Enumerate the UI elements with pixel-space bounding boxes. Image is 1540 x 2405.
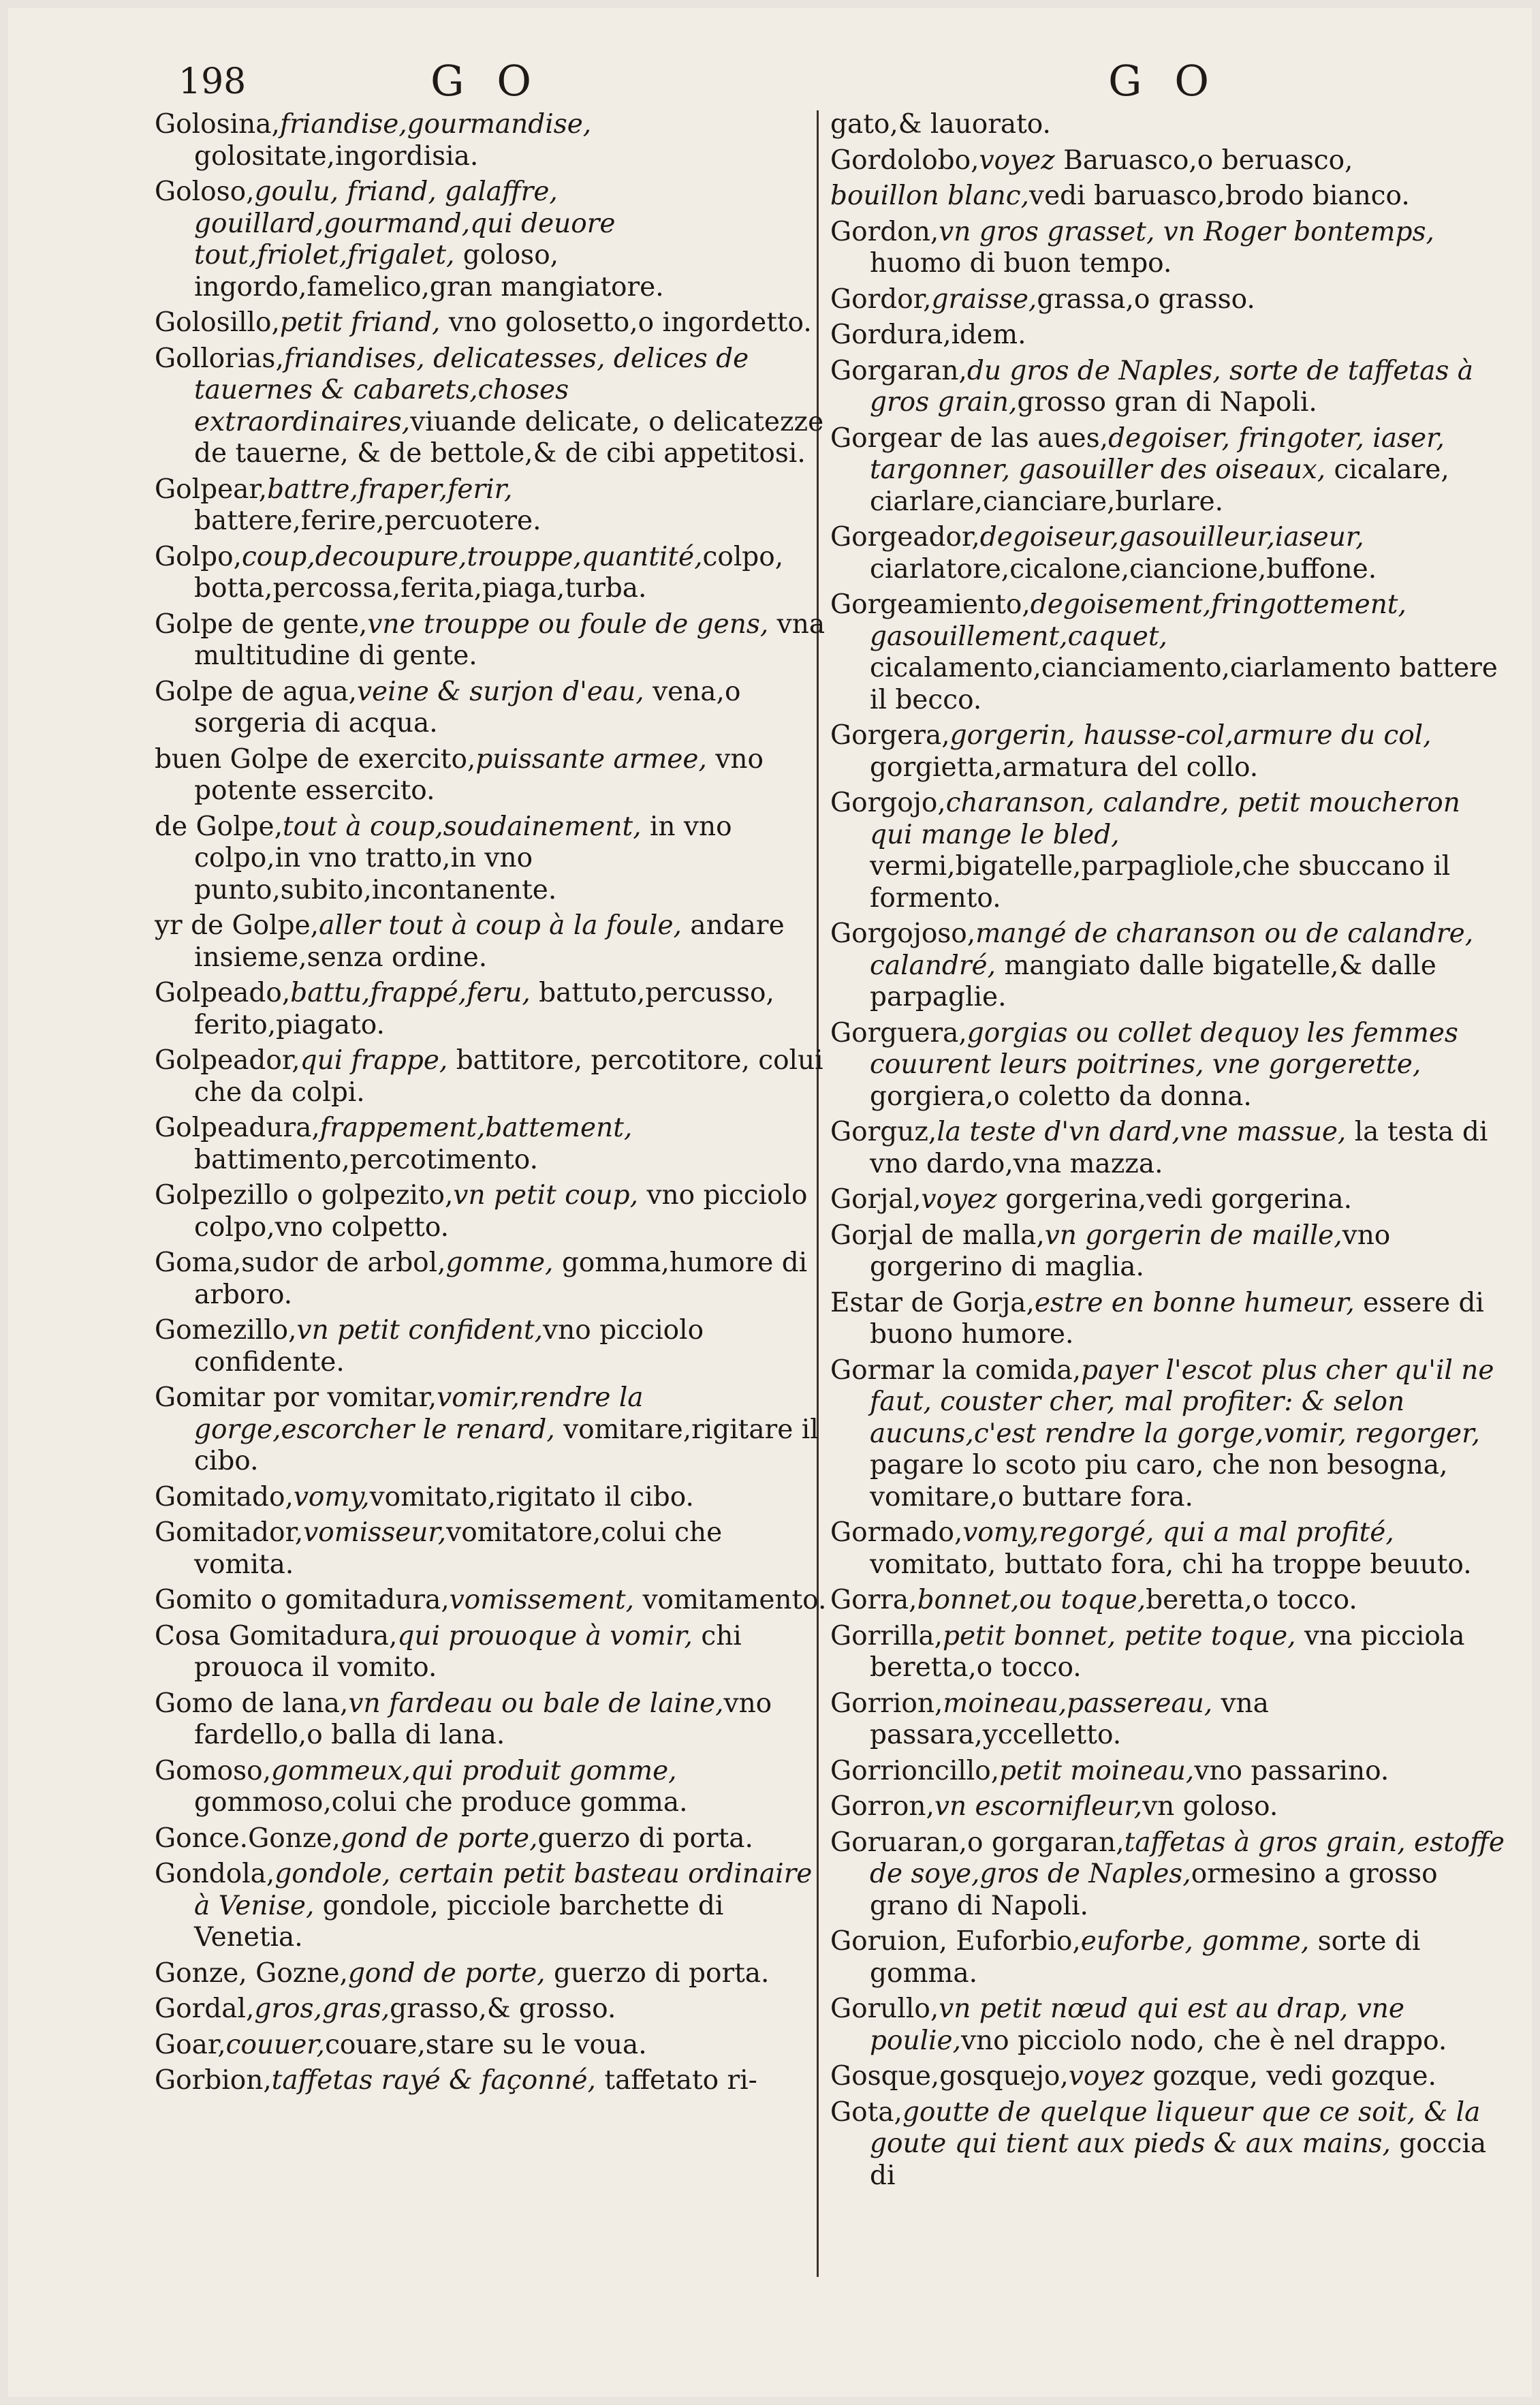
entry-french: couuer, <box>225 2029 326 2060</box>
dictionary-entry <box>155 1958 829 1990</box>
dictionary-entry <box>830 1184 1505 1216</box>
entry-french: payer l'escot plus cher qu'il ne faut, couster cher, mal profiter: & selon aucuns,c'est rendre la gorge,vomir, regorger, <box>870 1354 1494 1449</box>
entry-headword: Gorguz, <box>830 1117 937 1147</box>
dictionary-entry <box>830 788 1505 914</box>
entry-headword: Gorgojo, <box>830 788 946 818</box>
entry-headword: Golosina, <box>155 109 280 140</box>
dictionary-entry <box>830 1355 1505 1514</box>
dictionary-entry <box>830 1827 1505 1923</box>
entry-italian: vn goloso. <box>1142 1791 1278 1822</box>
dictionary-entry <box>830 181 1505 213</box>
entry-headword: Gordal, <box>155 1993 255 2024</box>
dictionary-entry <box>155 1823 829 1855</box>
entry-french: vomy, <box>293 1481 370 1512</box>
entry-headword: Gomito o gomitadura, <box>155 1585 450 1615</box>
entry-italian: la testa di vno dardo,vna mazza. <box>870 1117 1488 1179</box>
entry-headword: Goruion, Euforbio, <box>830 1926 1081 1957</box>
dictionary-entry <box>155 1482 829 1514</box>
dictionary-entry <box>830 423 1505 518</box>
entry-french: frappement,battement, <box>319 1113 633 1143</box>
dictionary-entry <box>830 1791 1505 1823</box>
entry-french: gommeux,qui produit gomme, <box>271 1755 677 1786</box>
entry-french: battre,fraper,ferir, <box>267 474 513 505</box>
dictionary-entry <box>155 1113 829 1176</box>
dictionary-entry <box>830 522 1505 585</box>
entry-italian: mangiato dalle bigatelle,& dalle parpaglie. <box>870 950 1436 1012</box>
entry-french: vne trouppe ou foule de gens, <box>367 608 769 640</box>
entry-headword: Gorgear de las aues, <box>830 422 1109 454</box>
dictionary-entry <box>155 1859 829 1954</box>
dictionary-entry <box>830 1517 1505 1581</box>
dictionary-entry <box>830 109 1505 141</box>
entry-french: degoiseur,gasouilleur,iaseur, <box>979 522 1364 553</box>
entry-italian: vna multitudine di gente. <box>194 608 826 671</box>
entry-headword: Golpeadura, <box>155 1113 320 1143</box>
entry-italian: taffetato ri- <box>595 2065 757 2096</box>
entry-french: euforbe, gomme, <box>1080 1926 1310 1957</box>
dictionary-entry <box>155 1585 829 1617</box>
entry-headword: Gorra, <box>830 1585 917 1615</box>
dictionary-entry <box>830 1018 1505 1113</box>
entry-french: vn petit nœud qui est au drap, vne poulie, <box>870 1993 1404 2056</box>
dictionary-entry <box>830 217 1505 280</box>
entry-french: battu,frappé,feru, <box>290 978 531 1008</box>
entry-italian: battitore, percotitore, colui che da colpi. <box>194 1045 823 1108</box>
dictionary-page <box>8 8 1532 2397</box>
dictionary-entry <box>830 720 1505 783</box>
dictionary-entry <box>830 356 1505 419</box>
dictionary-entry <box>830 1288 1505 1351</box>
entry-italian: battimento,percotimento. <box>194 1144 538 1175</box>
entry-italian: vno picciolo confidente. <box>194 1315 704 1378</box>
entry-italian: gorgerina,vedi gorgerina. <box>996 1184 1353 1215</box>
entry-french: vomisseur, <box>303 1517 447 1548</box>
entry-italian: guerzo di porta. <box>545 1957 770 1989</box>
entry-italian: sorte di gomma. <box>870 1926 1421 1989</box>
dictionary-entry <box>155 744 829 807</box>
entry-headword: Gondola, <box>155 1859 275 1889</box>
entry-french: vomir,rendre la gorge,escorcher le renard, <box>194 1382 644 1445</box>
entry-italian: couare,stare su le voua. <box>325 2029 647 2060</box>
entry-italian: vno passarino. <box>1194 1755 1389 1786</box>
entry-headword: Gorullo, <box>830 1993 939 2024</box>
entry-headword: Gorgeamiento, <box>830 589 1031 620</box>
dictionary-entry <box>155 1517 829 1581</box>
entry-italian: vno potente essercito. <box>194 743 764 806</box>
dictionary-entry <box>155 1247 829 1311</box>
dictionary-entry <box>830 2061 1505 2093</box>
entry-french: vn petit confident, <box>296 1315 544 1346</box>
entry-italian: golositate,ingordisia. <box>194 140 479 172</box>
dictionary-entry <box>830 1220 1505 1284</box>
entry-headword: Gosque,gosquejo, <box>830 2061 1069 2092</box>
entry-french: gorgias ou collet dequoy les femmes couurent leurs poitrines, vne gorgerette, <box>870 1017 1458 1080</box>
entry-italian: huomo di buon tempo. <box>870 248 1172 279</box>
entry-headword: Gonce.Gonze, <box>155 1822 341 1854</box>
entry-headword: Gota, <box>830 2096 902 2128</box>
entry-headword: Gordon, <box>830 216 939 247</box>
left-running-head: G O <box>430 56 541 106</box>
dictionary-entry <box>830 1993 1505 2057</box>
entry-headword: Gomoso, <box>155 1755 271 1786</box>
entry-french: petit friand, <box>279 307 441 338</box>
entry-italian: goccia di <box>870 2128 1487 2191</box>
entry-french: taffetas à gros grain, estoffe de soye,gros de Naples, <box>870 1827 1505 1889</box>
entry-headword: de Golpe, <box>155 811 283 842</box>
entry-italian: beretta,o tocco. <box>1146 1585 1357 1615</box>
entry-headword: Golpeado, <box>155 978 291 1008</box>
entry-italian: vena,o sorgeria di acqua. <box>194 676 741 739</box>
entry-french: aller tout à coup à la foule, <box>319 910 682 941</box>
dictionary-entry <box>155 811 829 907</box>
entry-french: qui frappe, <box>300 1045 448 1076</box>
entry-headword: Gorrilla, <box>830 1620 943 1651</box>
dictionary-entry <box>155 1688 829 1752</box>
dictionary-entry <box>155 474 829 538</box>
entry-italian: battuto,percusso, ferito,piagato. <box>194 978 774 1040</box>
dictionary-entry <box>155 1756 829 1819</box>
entry-italian: cicalare, ciarlare,cianciare,burlare. <box>870 454 1449 517</box>
dictionary-entry <box>155 343 829 470</box>
dictionary-entry <box>155 307 829 339</box>
entry-headword: Gormado, <box>830 1517 963 1548</box>
entry-french: degoiser, fringoter, iaser, targonner, gasouiller des oiseaux, <box>870 422 1445 485</box>
entry-french: coup,decoupure,trouppe,quantité, <box>241 541 703 572</box>
dictionary-entry <box>155 176 829 303</box>
entry-french: voyez <box>979 144 1055 176</box>
dictionary-entry <box>830 1585 1505 1617</box>
entry-headword: Gomitar por vomitar, <box>155 1382 437 1413</box>
dictionary-entry <box>830 589 1505 716</box>
dictionary-entry <box>155 109 829 172</box>
dictionary-entry <box>830 145 1505 177</box>
entry-headword: yr de Golpe, <box>155 910 319 941</box>
entry-headword: Estar de Gorja, <box>830 1287 1035 1318</box>
entry-french: vn escornifleur, <box>934 1791 1143 1822</box>
entry-italian: gorgietta,armatura del collo. <box>870 751 1259 783</box>
entry-french: friandises, delicatesses, delices de tauernes & cabarets,choses extraordinaires, <box>194 343 749 437</box>
entry-italian: battere,ferire,percuotere. <box>194 506 541 536</box>
entry-french: goulu, friand, galaffre, gouillard,gourmand,qui deuore tout,friolet,frigalet, <box>194 176 616 270</box>
entry-italian: vermi,bigatelle,parpagliole,che sbuccano il formento. <box>870 851 1451 914</box>
page-header <box>8 56 1532 110</box>
entry-headword: Golpe de agua, <box>155 676 357 707</box>
entry-italian: viuande delicate, o delicatezze de tauerne, & de bettole,& de cibi appetitosi. <box>194 406 824 469</box>
entry-italian: Baruasco,o beruasco, <box>1054 144 1353 176</box>
entry-french: puissante armee, <box>475 743 707 775</box>
entry-french: gond de porte, <box>340 1822 538 1854</box>
entry-italian: gorgiera,o coletto da donna. <box>870 1081 1252 1112</box>
entry-headword: Golpeador, <box>155 1045 300 1076</box>
entry-italian: essere di buono humore. <box>870 1287 1484 1350</box>
entry-headword: Gorgeador, <box>830 522 980 553</box>
entry-headword: Gorrion, <box>830 1688 943 1719</box>
entry-headword: Gonze, Gozne, <box>155 1957 348 1989</box>
entry-french: du gros de Naples, sorte de taffetas à gros grain, <box>870 355 1473 418</box>
entry-french: estre en bonne humeur, <box>1034 1287 1355 1318</box>
entry-italian: guerzo di porta. <box>537 1822 753 1854</box>
entry-french: degoisement,fringottement, gasouillement,caquet, <box>870 589 1407 652</box>
entry-french: veine & surjon d'eau, <box>356 676 644 707</box>
entry-italian: in vno colpo,in vno tratto,in vno punto,subito,incontanente. <box>194 811 732 905</box>
entry-italian: andare insieme,senza ordine. <box>194 910 785 973</box>
entry-french: petit bonnet, petite toque, <box>943 1620 1296 1651</box>
entry-italian: vomitamento. <box>634 1585 827 1615</box>
entry-french: bonnet,ou toque, <box>917 1585 1146 1615</box>
entry-headword: Gorjal de malla, <box>830 1220 1045 1251</box>
left-column <box>155 109 829 2101</box>
entry-headword: Goma,sudor de arbol, <box>155 1247 446 1278</box>
entry-headword: Gomo de lana, <box>155 1688 349 1719</box>
entry-headword: Gomitador, <box>155 1517 304 1548</box>
entry-headword: Goar, <box>155 2029 226 2060</box>
dictionary-entry <box>830 1117 1505 1180</box>
entry-french: gros,gras, <box>254 1993 390 2024</box>
entry-italian: grassa,o grasso. <box>1037 283 1255 315</box>
entry-french: petit moineau, <box>999 1755 1195 1786</box>
entry-italian: vedi baruasco,brodo bianco. <box>1029 181 1410 211</box>
dictionary-entry <box>830 284 1505 316</box>
entry-italian: grosso gran di Napoli. <box>1017 387 1317 418</box>
entry-headword: Gorguera, <box>830 1017 967 1049</box>
dictionary-entry <box>155 1621 829 1684</box>
entry-italian: vna picciola beretta,o tocco. <box>870 1620 1465 1683</box>
entry-french: gond de porte, <box>347 1957 546 1989</box>
entry-french: gorgerin, hausse-col,armure du col, <box>949 720 1432 751</box>
entry-headword: Gordura, <box>830 320 952 350</box>
entry-headword: Gormar la comida, <box>830 1354 1082 1386</box>
entry-italian: cicalamento,cianciamento,ciarlamento battere il becco. <box>870 653 1498 715</box>
entry-italian: goloso, ingordo,famelico,gran mangiatore. <box>194 240 664 302</box>
entry-italian: vno gorgerino di maglia. <box>870 1220 1391 1282</box>
entry-french: vn gorgerin de maille, <box>1044 1220 1342 1251</box>
entry-french: vomissement, <box>449 1585 635 1615</box>
entry-italian: pagare lo scoto piu caro, che non besogna, vomitare,o buttare fora. <box>870 1450 1448 1512</box>
dictionary-entry <box>155 1993 829 2026</box>
entry-italian: vomitare,rigitare il cibo. <box>194 1414 819 1476</box>
dictionary-entry <box>155 542 829 605</box>
entry-french: gondole, certain petit basteau ordinaire à Venise, <box>194 1859 813 1921</box>
entry-headword: Golpo, <box>155 541 242 572</box>
entry-headword: Golpezillo o golpezito, <box>155 1180 454 1211</box>
entry-italian: vno picciolo nodo, che è nel drappo. <box>961 2025 1447 2056</box>
entry-french: mangé de charanson ou de calandre, calandré, <box>870 918 1474 981</box>
entry-french: graisse, <box>931 283 1037 315</box>
entry-italian: vna passara,yccelletto. <box>870 1688 1269 1750</box>
entry-headword: Gorbion, <box>155 2065 272 2096</box>
entry-headword: Goruaran,o gorgaran, <box>830 1827 1125 1858</box>
dictionary-entry <box>830 1621 1505 1684</box>
entry-headword: Gorgaran, <box>830 355 967 386</box>
dictionary-entry <box>155 1045 829 1108</box>
entry-italian: chi prouoca il vomito. <box>194 1620 742 1683</box>
dictionary-entry <box>155 978 829 1041</box>
entry-french: vomy,regorgé, qui a mal profité, <box>962 1517 1394 1548</box>
page-number: 198 <box>178 61 247 102</box>
entry-headword: Gorrioncillo, <box>830 1755 1000 1786</box>
dictionary-entry <box>155 2065 829 2097</box>
entry-french: voyez <box>1068 2061 1144 2092</box>
entry-italian: colpo, botta,percossa,ferita,piaga,turba. <box>194 541 784 604</box>
entry-italian: gozque, vedi gozque. <box>1144 2061 1436 2092</box>
dictionary-entry <box>155 2030 829 2062</box>
entry-headword: buen Golpe de exercito, <box>155 743 476 775</box>
entry-french: friandise,gourmandise, <box>279 109 592 140</box>
entry-headword: Gordolobo, <box>830 144 979 176</box>
entry-headword: Gorron, <box>830 1791 934 1822</box>
entry-headword: Gorgera, <box>830 720 950 751</box>
entry-italian: ciarlatore,cicalone,ciancione,buffone. <box>870 553 1377 585</box>
entry-headword: Gordor, <box>830 283 932 315</box>
entry-headword: Goloso, <box>155 176 255 207</box>
entry-headword: Gomitado, <box>155 1481 294 1512</box>
dictionary-entry <box>830 1926 1505 1989</box>
dictionary-entry <box>155 677 829 740</box>
entry-italian: vno golosetto,o ingordetto. <box>440 307 812 338</box>
entry-french: taffetas rayé & façonné, <box>271 2065 596 2096</box>
entry-french: moineau,passereau, <box>943 1688 1213 1719</box>
entry-italian: ormesino a grosso grano di Napoli. <box>870 1859 1438 1921</box>
entry-italian: vomitato,rigitato il cibo. <box>369 1481 694 1512</box>
entry-french: goutte de quelque liqueur que ce soit, & la goute qui tient aux pieds & aux mains, <box>870 2096 1481 2159</box>
entry-french: charanson, calandre, petit moucheron qui mange le bled, <box>870 788 1460 850</box>
entry-headword: Gollorias, <box>155 343 284 374</box>
entry-french: bouillon blanc, <box>830 181 1030 211</box>
entry-italian: idem. <box>951 320 1026 350</box>
entry-french: tout à coup,soudainement, <box>283 811 642 842</box>
entry-italian: grasso,& grosso. <box>390 1993 616 2024</box>
entry-italian: gato,& lauorato. <box>830 109 1051 140</box>
entry-headword: Gomezillo, <box>155 1315 297 1346</box>
entry-italian: vomitato, buttato fora, chi ha troppe beuuto. <box>870 1549 1472 1580</box>
dictionary-entry <box>155 1382 829 1478</box>
entry-italian: gommoso,colui che produce gomma. <box>194 1787 688 1818</box>
entry-french: qui prouoque à vomir, <box>397 1620 693 1651</box>
entry-french: vn gros grasset, vn Roger bontemps, <box>939 216 1434 247</box>
entry-italian: gomma,humore di arboro. <box>194 1247 808 1310</box>
entry-french: vn petit coup, <box>453 1180 639 1211</box>
dictionary-entry <box>155 910 829 974</box>
entry-headword: Gorgojoso, <box>830 918 976 949</box>
dictionary-entry <box>830 2097 1505 2192</box>
entry-french: la teste d'vn dard,vne massue, <box>937 1117 1347 1147</box>
right-running-head: G O <box>1108 56 1219 106</box>
entry-headword: Golpe de gente, <box>155 608 368 640</box>
entry-french: voyez <box>921 1184 997 1215</box>
entry-italian: vomitatore,colui che vomita. <box>194 1517 723 1580</box>
entry-headword: Cosa Gomitadura, <box>155 1620 398 1651</box>
dictionary-entry <box>155 1180 829 1243</box>
entry-headword: Golosillo, <box>155 307 280 338</box>
dictionary-entry <box>830 1756 1505 1788</box>
entry-french: gomme, <box>445 1247 554 1278</box>
entry-french: vn fardeau ou bale de laine, <box>348 1688 724 1719</box>
entry-headword: Golpear, <box>155 474 268 505</box>
dictionary-entry <box>155 1315 829 1378</box>
entry-italian: vno fardello,o balla di lana. <box>194 1688 772 1750</box>
right-column <box>830 109 1505 2196</box>
entry-italian: gondole, picciole barchette di Venetia. <box>194 1890 724 1953</box>
entry-italian: vno picciolo colpo,vno colpetto. <box>194 1180 808 1243</box>
dictionary-entry <box>155 609 829 672</box>
dictionary-entry <box>830 320 1505 352</box>
dictionary-entry <box>830 918 1505 1014</box>
dictionary-entry <box>830 1688 1505 1752</box>
entry-headword: Gorjal, <box>830 1184 922 1215</box>
